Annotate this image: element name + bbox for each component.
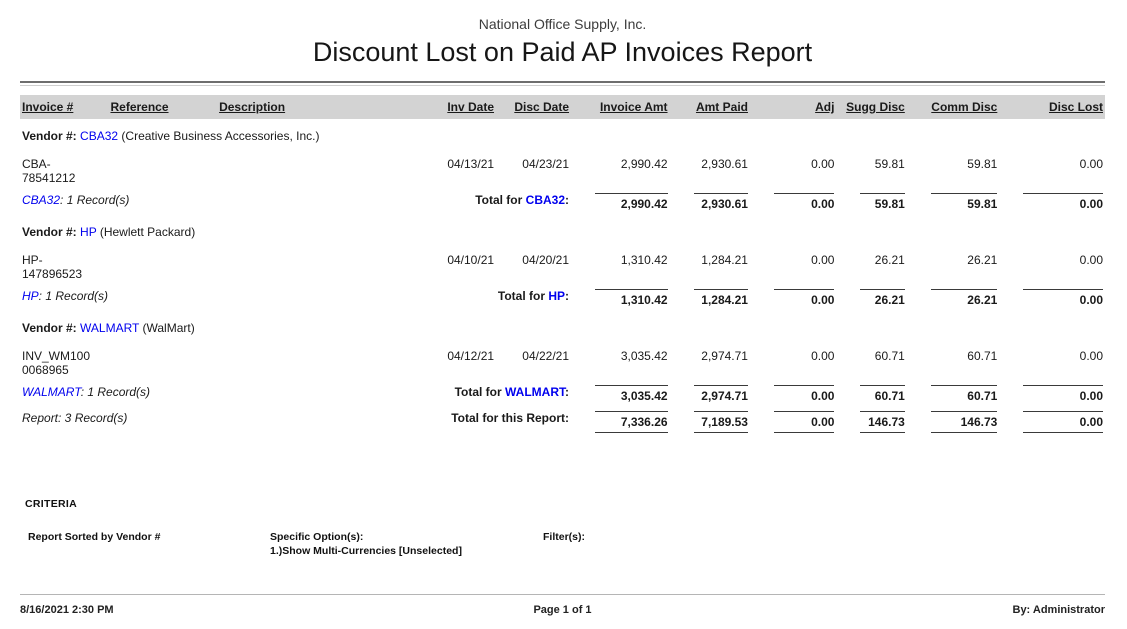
amt-paid-cell: 2,974.71 bbox=[701, 349, 748, 363]
col-header-comm-disc-label: Comm Disc bbox=[931, 100, 998, 114]
total-amt-paid bbox=[670, 380, 750, 407]
disc-lost-cell: 0.00 bbox=[1079, 157, 1103, 171]
adj-cell: 0.00 bbox=[811, 253, 835, 267]
disc-date-cell: 04/23/21 bbox=[522, 157, 570, 171]
col-header-disc-date-label: Disc Date bbox=[514, 100, 570, 114]
invoice-amt-cell: 3,035.42 bbox=[620, 349, 668, 363]
report-disc-lost bbox=[999, 407, 1105, 437]
total-colon: : bbox=[565, 193, 570, 207]
report-invoice-amt bbox=[571, 407, 670, 437]
criteria-sort: Report Sorted by Vendor # bbox=[28, 531, 161, 543]
report-amt-paid-value: 7,189.53 bbox=[694, 411, 748, 433]
vendor-total-label bbox=[217, 380, 571, 407]
vendor-label: Vendor #: bbox=[22, 129, 77, 143]
report-total-row bbox=[20, 407, 1105, 437]
inv-date-cell: 04/10/21 bbox=[447, 253, 495, 267]
footer-generated-by: By: Administrator bbox=[1012, 604, 1105, 616]
comm-disc-cell: 59.81 bbox=[967, 157, 998, 171]
criteria-options-label: Specific Option(s): bbox=[270, 531, 364, 543]
col-header-disc-lost-label: Disc Lost bbox=[1048, 100, 1103, 114]
header-divider bbox=[20, 81, 1105, 86]
comm-disc-cell: 26.21 bbox=[967, 253, 998, 267]
invoice-number-cell bbox=[20, 148, 108, 188]
total-invoice-amt-value: 3,035.42 bbox=[595, 385, 668, 403]
reference-cell bbox=[108, 244, 217, 284]
total-comm-disc bbox=[907, 284, 1000, 311]
report-amt-paid bbox=[670, 407, 750, 437]
total-disc-lost bbox=[999, 188, 1105, 215]
total-adj bbox=[750, 380, 836, 407]
vendor-header-row bbox=[20, 215, 1105, 244]
total-disc-lost bbox=[999, 284, 1105, 311]
col-header-adj-label: Adj bbox=[815, 100, 835, 114]
invoice-row bbox=[20, 340, 1105, 380]
total-amt-paid-value: 2,974.71 bbox=[694, 385, 748, 403]
invoice-row bbox=[20, 244, 1105, 284]
total-adj-value: 0.00 bbox=[774, 193, 834, 211]
col-header-sugg-disc bbox=[836, 95, 906, 119]
description-cell bbox=[217, 244, 445, 284]
reference-cell bbox=[108, 340, 217, 380]
total-invoice-amt bbox=[571, 284, 670, 311]
col-header-invoice-amt bbox=[571, 95, 670, 119]
total-comm-disc-value: 60.71 bbox=[931, 385, 998, 403]
vendor-header-cell bbox=[20, 119, 1105, 148]
col-header-adj bbox=[750, 95, 836, 119]
adj-cell: 0.00 bbox=[811, 157, 835, 171]
report-sugg-disc-value: 146.73 bbox=[860, 411, 904, 433]
vendor-code-link[interactable]: CBA32 bbox=[80, 129, 119, 143]
total-amt-paid bbox=[670, 188, 750, 215]
total-amt-paid bbox=[670, 284, 750, 311]
vendor-header-cell bbox=[20, 215, 1105, 244]
total-invoice-amt bbox=[571, 188, 670, 215]
vendor-total-row bbox=[20, 284, 1105, 311]
vendor-label: Vendor #: bbox=[22, 321, 77, 335]
sugg-disc-cell: 60.71 bbox=[874, 349, 905, 363]
amt-paid-cell: 2,930.61 bbox=[701, 157, 748, 171]
total-sugg-disc bbox=[836, 188, 906, 215]
report-table bbox=[20, 95, 1105, 437]
report-total-label: Total for this Report: bbox=[451, 411, 570, 425]
amt-paid-cell: 1,284.21 bbox=[701, 253, 748, 267]
inv-date-cell: 04/12/21 bbox=[447, 349, 495, 363]
vendor-code-link[interactable]: CBA32 bbox=[22, 193, 61, 207]
invoice-number-line2: 147896523 bbox=[22, 267, 83, 281]
total-disc-lost-value: 0.00 bbox=[1023, 289, 1103, 307]
vendor-records-label: : 1 Record(s) bbox=[60, 193, 130, 207]
col-header-disc-lost bbox=[999, 95, 1105, 119]
total-for-label: Total for bbox=[475, 193, 523, 207]
invoice-row bbox=[20, 148, 1105, 188]
footer-datetime: 8/16/2021 2:30 PM bbox=[20, 604, 114, 616]
invoice-number-line1: INV_WM100 bbox=[22, 349, 91, 363]
vendor-total-row bbox=[20, 188, 1105, 215]
col-header-comm-disc bbox=[907, 95, 1000, 119]
col-header-invoice-num bbox=[20, 95, 108, 119]
invoice-number-line1: CBA- bbox=[22, 157, 51, 171]
invoice-number-cell bbox=[20, 340, 108, 380]
vendor-name: (Hewlett Packard) bbox=[99, 225, 196, 239]
total-colon: : bbox=[565, 385, 570, 399]
vendor-record-count bbox=[20, 380, 217, 407]
col-header-disc-date bbox=[494, 95, 571, 119]
criteria-options bbox=[270, 530, 543, 558]
total-adj bbox=[750, 284, 836, 311]
reference-cell bbox=[108, 148, 217, 188]
report-adj bbox=[750, 407, 836, 437]
criteria-option-1: 1.)Show Multi-Currencies [Unselected] bbox=[270, 545, 462, 558]
disc-date-cell: 04/20/21 bbox=[522, 253, 570, 267]
total-sugg-disc-value: 26.21 bbox=[860, 289, 904, 307]
report-comm-disc-value: 146.73 bbox=[931, 411, 998, 433]
total-amt-paid-value: 1,284.21 bbox=[694, 289, 748, 307]
description-cell bbox=[217, 340, 445, 380]
total-comm-disc-value: 59.81 bbox=[931, 193, 998, 211]
disc-lost-cell: 0.00 bbox=[1079, 349, 1103, 363]
sugg-disc-cell: 59.81 bbox=[874, 157, 905, 171]
total-invoice-amt bbox=[571, 380, 670, 407]
vendor-code-link[interactable]: CBA32 bbox=[525, 193, 566, 207]
total-amt-paid-value: 2,930.61 bbox=[694, 193, 748, 211]
vendor-total-label bbox=[217, 188, 571, 215]
total-for-label: Total for bbox=[454, 385, 502, 399]
total-colon: : bbox=[565, 289, 570, 303]
invoice-number-line1: HP- bbox=[22, 253, 43, 267]
description-cell bbox=[217, 148, 445, 188]
report-sugg-disc bbox=[836, 407, 906, 437]
inv-date-cell: 04/13/21 bbox=[447, 157, 495, 171]
disc-lost-cell: 0.00 bbox=[1079, 253, 1103, 267]
criteria-heading: CRITERIA bbox=[25, 498, 77, 510]
vendor-name: (WalMart) bbox=[142, 321, 195, 335]
vendor-header-row bbox=[20, 311, 1105, 340]
criteria-filters-label: Filter(s): bbox=[543, 531, 585, 543]
total-adj-value: 0.00 bbox=[774, 385, 834, 403]
criteria-section bbox=[20, 498, 1105, 558]
total-sugg-disc bbox=[836, 380, 906, 407]
total-for-label: Total for bbox=[497, 289, 545, 303]
col-header-description bbox=[217, 95, 445, 119]
total-invoice-amt-value: 1,310.42 bbox=[595, 289, 668, 307]
total-disc-lost-value: 0.00 bbox=[1023, 193, 1103, 211]
total-sugg-disc-value: 59.81 bbox=[860, 193, 904, 211]
company-name: National Office Supply, Inc. bbox=[478, 16, 647, 32]
invoice-number-cell bbox=[20, 244, 108, 284]
vendor-code-link[interactable]: HP bbox=[548, 289, 566, 303]
col-header-reference-label: Reference bbox=[110, 100, 169, 114]
total-comm-disc bbox=[907, 380, 1000, 407]
page-title: Discount Lost on Paid AP Invoices Report bbox=[312, 37, 813, 67]
footer-page-number: Page 1 of 1 bbox=[533, 604, 592, 616]
sugg-disc-cell: 26.21 bbox=[874, 253, 905, 267]
footer-divider bbox=[20, 594, 1105, 595]
col-header-amt-paid bbox=[670, 95, 750, 119]
total-comm-disc bbox=[907, 188, 1000, 215]
col-header-reference bbox=[108, 95, 217, 119]
col-header-inv-date bbox=[445, 95, 493, 119]
column-header-row bbox=[20, 95, 1105, 119]
col-header-amt-paid-label: Amt Paid bbox=[695, 100, 748, 114]
invoice-amt-cell: 2,990.42 bbox=[620, 157, 668, 171]
total-comm-disc-value: 26.21 bbox=[931, 289, 998, 307]
adj-cell: 0.00 bbox=[811, 349, 835, 363]
total-sugg-disc-value: 60.71 bbox=[860, 385, 904, 403]
report-record-count bbox=[20, 407, 217, 437]
total-disc-lost bbox=[999, 380, 1105, 407]
vendor-total-row bbox=[20, 380, 1105, 407]
col-header-invoice-amt-label: Invoice Amt bbox=[599, 100, 668, 114]
vendor-name: (Creative Business Accessories, Inc.) bbox=[121, 129, 320, 143]
col-header-inv-date-label: Inv Date bbox=[447, 100, 495, 114]
report-adj-value: 0.00 bbox=[774, 411, 834, 433]
invoice-amt-cell: 1,310.42 bbox=[620, 253, 668, 267]
total-adj-value: 0.00 bbox=[774, 289, 834, 307]
vendor-code-link[interactable]: HP bbox=[22, 289, 39, 303]
vendor-code-link[interactable]: WALMART bbox=[505, 385, 566, 399]
disc-date-cell: 04/22/21 bbox=[522, 349, 570, 363]
vendor-total-label bbox=[217, 284, 571, 311]
col-header-description-label: Description bbox=[219, 100, 286, 114]
total-disc-lost-value: 0.00 bbox=[1023, 385, 1103, 403]
invoice-number-line2: 78541212 bbox=[22, 171, 76, 185]
report-footer bbox=[20, 594, 1105, 616]
vendor-record-count bbox=[20, 188, 217, 215]
col-header-sugg-disc-label: Sugg Disc bbox=[846, 100, 905, 114]
total-invoice-amt-value: 2,990.42 bbox=[595, 193, 668, 211]
report-comm-disc bbox=[907, 407, 1000, 437]
report-disc-lost-value: 0.00 bbox=[1023, 411, 1103, 433]
total-sugg-disc bbox=[836, 284, 906, 311]
report-invoice-amt-value: 7,336.26 bbox=[595, 411, 668, 433]
vendor-code-link[interactable]: WALMART bbox=[22, 385, 81, 399]
vendor-code-link[interactable]: HP bbox=[80, 225, 97, 239]
vendor-header-row bbox=[20, 119, 1105, 148]
vendor-records-label: : 1 Record(s) bbox=[38, 289, 109, 303]
vendor-label: Vendor #: bbox=[22, 225, 77, 239]
comm-disc-cell: 60.71 bbox=[967, 349, 998, 363]
vendor-header-cell bbox=[20, 311, 1105, 340]
vendor-code-link[interactable]: WALMART bbox=[80, 321, 140, 335]
col-header-invoice-num-label: Invoice # bbox=[22, 100, 74, 114]
invoice-number-line2: 0068965 bbox=[22, 363, 69, 377]
report-records-label: Report: 3 Record(s) bbox=[22, 411, 128, 425]
vendor-records-label: : 1 Record(s) bbox=[80, 385, 151, 399]
total-adj bbox=[750, 188, 836, 215]
vendor-record-count bbox=[20, 284, 217, 311]
